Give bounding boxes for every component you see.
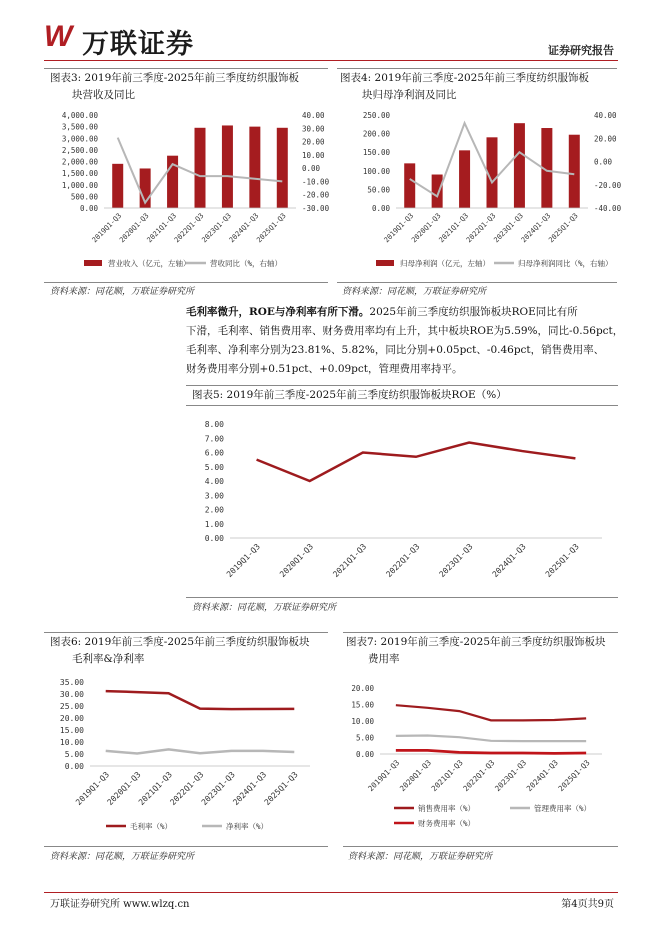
- fig4-title-line1: 图表4: 2019年前三季度-2025年前三季度纺织服饰板: [340, 72, 590, 84]
- fig3-bar-0: [112, 164, 123, 208]
- paragraph-line1: [186, 303, 626, 322]
- fig7-ytick-0: 20.00: [351, 684, 374, 693]
- fig7-ytick-3: 5.00: [355, 733, 374, 743]
- fig4-bar-4: [514, 123, 525, 208]
- fig4-title: [340, 70, 622, 104]
- fig5-xtick-2: 2021Q1-Q3: [331, 542, 369, 580]
- fig7-xtick-1: 2020Q1-Q3: [397, 758, 433, 794]
- fig6-ytick-7: 0.00: [64, 762, 84, 771]
- fig3-xtick-1: 2020Q1-Q3: [118, 211, 151, 245]
- fig7-title-line1: 图表7: 2019年前三季度-2025年前三季度纺织服饰板块: [346, 636, 606, 648]
- fig6-ytick-6: 5.00: [64, 750, 84, 759]
- fig6-xtick-1: 2020Q1-Q3: [105, 770, 143, 808]
- fig4-ytick-right-4: -40.00: [594, 204, 622, 213]
- fig7-title-line2: 费用率: [368, 653, 400, 665]
- fig4-legend-label-0: 归母净利润（亿元，左轴）: [400, 259, 490, 268]
- fig3-ytick-left-7: 500.00: [70, 192, 98, 202]
- fig5-ytick-6: 2.00: [204, 505, 224, 515]
- fig7-legend-label-0: 销售费用率（%）: [418, 804, 476, 813]
- fig5-xtick-6: 2025Q1-Q3: [543, 542, 581, 580]
- fig7-ytick-2: 10.00: [351, 717, 374, 726]
- fig7-title: [346, 634, 636, 668]
- fig6-bottom-rule: [44, 846, 328, 847]
- fig7-xtick-4: 2023Q1-Q3: [493, 758, 529, 794]
- fig6-legend-label-1: 净利率（%）: [226, 822, 269, 831]
- fig6-ytick-0: 35.00: [59, 678, 84, 687]
- fig3-xtick-0: 2019Q1-Q3: [90, 211, 124, 245]
- fig5-ytick-8: 0.00: [204, 534, 224, 543]
- fig7-xtick-2: 2021Q1-Q3: [429, 758, 465, 794]
- header-rule: [44, 60, 618, 61]
- fig5-ytick-1: 7.00: [204, 434, 224, 444]
- fig3-ytick-left-4: 2,000.00: [61, 157, 98, 167]
- fig4-xtick-6: 2025Q1-Q3: [547, 211, 580, 245]
- fig3-ytick-right-2: 20.00: [302, 137, 325, 147]
- fig3-xtick-5: 2024Q1-Q3: [227, 211, 261, 245]
- fig4-bar-0: [404, 163, 415, 208]
- fig4-xtick-5: 2024Q1-Q3: [519, 211, 553, 245]
- paragraph-bold-lead: 毛利率微升，ROE与净利率有所下滑。: [186, 306, 370, 318]
- fig3-ytick-right-1: 30.00: [302, 124, 325, 134]
- fig6-ytick-4: 15.00: [59, 726, 84, 735]
- fig3-ytick-left-8: 0.00: [79, 204, 98, 213]
- fig3-bar-3: [195, 128, 206, 208]
- fig7-xtick-5: 2024Q1-Q3: [524, 758, 560, 794]
- fig3-xtick-3: 2022Q1-Q3: [172, 211, 206, 245]
- fig4-legend-swatch-0: [376, 260, 394, 266]
- fig3-legend-label-1: 营收同比（%，右轴）: [210, 259, 283, 268]
- fig7-source: 资料来源：同花顺，万联证券研究所: [348, 852, 493, 862]
- fig3-ytick-right-0: 40.00: [302, 111, 325, 120]
- fig4-ytick-left-3: 100.00: [362, 166, 390, 176]
- fig5-ytick-4: 4.00: [204, 477, 224, 486]
- fig3-legend-swatch-0: [84, 260, 102, 266]
- fig4-bar-1: [432, 175, 443, 208]
- fig5-xtick-1: 2020Q1-Q3: [278, 542, 316, 580]
- fig4-ytick-left-1: 200.00: [362, 129, 390, 139]
- fig4-ytick-right-3: -20.00: [594, 180, 622, 190]
- fig6-title-line2: 毛利率&净利率: [72, 653, 145, 665]
- fig5-series-line-0: [257, 443, 576, 481]
- fig7-legend-label-1: 管理费用率（%）: [534, 804, 592, 813]
- fig6-xtick-3: 2022Q1-Q3: [168, 770, 206, 808]
- fig7-ytick-1: 15.00: [351, 700, 374, 710]
- fig3-ytick-right-3: 10.00: [302, 150, 325, 160]
- fig3-bar-5: [249, 127, 260, 208]
- fig3-ytick-left-1: 3,500.00: [61, 122, 98, 132]
- fig6-xtick-4: 2023Q1-Q3: [199, 770, 237, 808]
- fig6-xtick-6: 2025Q1-Q3: [262, 770, 300, 808]
- fig7-row2-legend-label-0: 财务费用率（%）: [418, 819, 476, 828]
- fig5-xtick-4: 2023Q1-Q3: [437, 542, 475, 580]
- fig7-xtick-6: 2025Q1-Q3: [556, 758, 592, 794]
- fig4-chart: [336, 105, 626, 280]
- fig3-xtick-6: 2025Q1-Q3: [255, 211, 288, 245]
- fig4-ytick-right-0: 40.00: [594, 111, 617, 120]
- fig4-xtick-1: 2020Q1-Q3: [410, 211, 443, 245]
- fig6-legend-label-0: 毛利率（%）: [130, 822, 173, 831]
- fig4-bottom-rule: [337, 282, 617, 283]
- paragraph-line3: 毛利率、净利率分别为23.81%、5.82%，同比分别+0.05pct、-0.46pct，销售费用率、: [186, 344, 605, 356]
- fig4-xtick-2: 2021Q1-Q3: [437, 211, 470, 245]
- fig6-xtick-0: 2019Q1-Q3: [74, 770, 112, 808]
- fig3-ytick-right-7: -30.00: [302, 204, 330, 213]
- fig4-ytick-left-4: 50.00: [367, 185, 390, 195]
- fig5-ytick-5: 3.00: [204, 491, 224, 501]
- fig3-top-rule: [44, 68, 328, 69]
- logo-text: 万联证券: [82, 29, 194, 60]
- fig6-series-line-1: [106, 749, 295, 753]
- fig6-chart: [44, 672, 334, 842]
- fig3-source: 资料来源：同花顺，万联证券研究所: [50, 287, 195, 297]
- fig4-xtick-4: 2023Q1-Q3: [492, 211, 525, 245]
- fig7-xtick-3: 2022Q1-Q3: [461, 758, 497, 794]
- fig3-title-line2: 块营收及同比: [72, 89, 135, 101]
- footer-page: 第4页共9页: [561, 899, 614, 910]
- fig3-ytick-left-6: 1,000.00: [61, 180, 98, 190]
- fig5-ytick-2: 6.00: [204, 448, 224, 458]
- fig3-xtick-2: 2021Q1-Q3: [145, 211, 178, 245]
- footer-left: 万联证券研究所 www.wlzq.cn: [50, 899, 190, 910]
- fig4-ytick-right-2: 0.00: [594, 157, 613, 167]
- fig6-xtick-2: 2021Q1-Q3: [136, 770, 174, 808]
- fig6-top-rule: [44, 632, 328, 633]
- fig3-ytick-left-3: 2,500.00: [61, 145, 98, 155]
- fig4-top-rule: [337, 68, 617, 69]
- fig3-bar-4: [222, 125, 233, 208]
- fig4-ytick-left-2: 150.00: [362, 148, 390, 158]
- fig6-series-line-0: [106, 691, 295, 709]
- fig5-ytick-3: 5.00: [204, 462, 224, 472]
- footer-rule: [44, 892, 618, 893]
- fig5-ytick-0: 8.00: [204, 420, 224, 429]
- fig7-xtick-0: 2019Q1-Q3: [366, 758, 402, 794]
- fig6-ytick-1: 30.00: [59, 690, 84, 699]
- fig3-ytick-left-2: 3,000.00: [61, 134, 98, 144]
- fig5-ytick-7: 1.00: [204, 519, 224, 529]
- fig6-source: 资料来源：同花顺，万联证券研究所: [50, 852, 195, 862]
- fig6-title: [50, 634, 340, 668]
- fig5-xtick-5: 2024Q1-Q3: [490, 542, 528, 580]
- fig3-chart: [44, 105, 334, 280]
- fig4-ytick-left-0: 250.00: [362, 111, 390, 120]
- paragraph-line1-text: 2025年前三季度纺织服饰板块ROE同比有所: [369, 306, 578, 318]
- fig5-chart: [186, 412, 616, 594]
- fig3-ytick-left-0: 4,000.00: [61, 111, 98, 120]
- fig4-ytick-right-1: 20.00: [594, 134, 617, 144]
- fig4-bar-2: [459, 150, 470, 208]
- fig3-ytick-right-5: -10.00: [302, 177, 330, 187]
- fig3-ytick-left-5: 1,500.00: [61, 169, 98, 179]
- paragraph-line2: 下滑，毛利率、销售费用率、财务费用率均有上升，其中板块ROE为5.59%，同比-0.56pct，: [186, 325, 624, 337]
- fig6-title-line1: 图表6: 2019年前三季度-2025年前三季度纺织服饰板块: [50, 636, 310, 648]
- report-type: 证券研究报告: [548, 44, 614, 57]
- fig5-bottom-rule: [186, 597, 618, 598]
- fig7-series-line-1: [396, 736, 586, 742]
- fig3-bottom-rule: [44, 282, 328, 283]
- fig7-top-rule: [343, 632, 618, 633]
- fig5-xtick-0: 2019Q1-Q3: [224, 542, 262, 580]
- fig5-title: 图表5: 2019年前三季度-2025年前三季度纺织服饰板块ROE（%）: [192, 389, 507, 401]
- fig4-bar-6: [569, 135, 580, 208]
- fig6-xtick-5: 2024Q1-Q3: [231, 770, 269, 808]
- fig6-ytick-2: 25.00: [59, 702, 84, 711]
- fig7-series-line-0: [396, 705, 586, 720]
- fig6-ytick-3: 20.00: [59, 714, 84, 723]
- fig3-title-line1: 图表3: 2019年前三季度-2025年前三季度纺织服饰板: [50, 72, 300, 84]
- fig7-bottom-rule: [343, 846, 618, 847]
- fig6-ytick-5: 10.00: [59, 738, 84, 747]
- fig3-ytick-right-4: 0.00: [302, 164, 321, 174]
- fig3-ytick-right-6: -20.00: [302, 190, 330, 200]
- fig4-xtick-3: 2022Q1-Q3: [464, 211, 498, 245]
- fig4-title-line2: 块归母净利润及同比: [362, 89, 457, 101]
- fig7-ytick-4: 0.00: [355, 750, 374, 759]
- fig7-chart: [340, 672, 620, 842]
- fig4-ytick-left-5: 0.00: [371, 204, 390, 213]
- fig4-xtick-0: 2019Q1-Q3: [382, 211, 416, 245]
- fig5-top-rule: [186, 385, 618, 386]
- fig5-source: 资料来源：同花顺，万联证券研究所: [192, 603, 337, 613]
- fig5-xtick-3: 2022Q1-Q3: [384, 542, 422, 580]
- fig3-legend-label-0: 营业收入（亿元，左轴）: [108, 259, 191, 268]
- fig4-source: 资料来源：同花顺，万联证券研究所: [342, 287, 487, 297]
- fig5-title-rule: [186, 405, 618, 406]
- paragraph-line4: 财务费用率分别+0.51pct、+0.09pct，管理费用率持平。: [186, 363, 463, 375]
- fig3-title: [50, 70, 332, 104]
- fig7-series-line-2: [396, 750, 586, 753]
- fig4-legend-label-1: 归母净利润同比（%，右轴）: [518, 259, 613, 268]
- analysis-paragraph: [186, 303, 626, 379]
- logo-mark: W: [44, 20, 73, 53]
- fig3-xtick-4: 2023Q1-Q3: [200, 211, 233, 245]
- fig3-bar-6: [277, 128, 288, 208]
